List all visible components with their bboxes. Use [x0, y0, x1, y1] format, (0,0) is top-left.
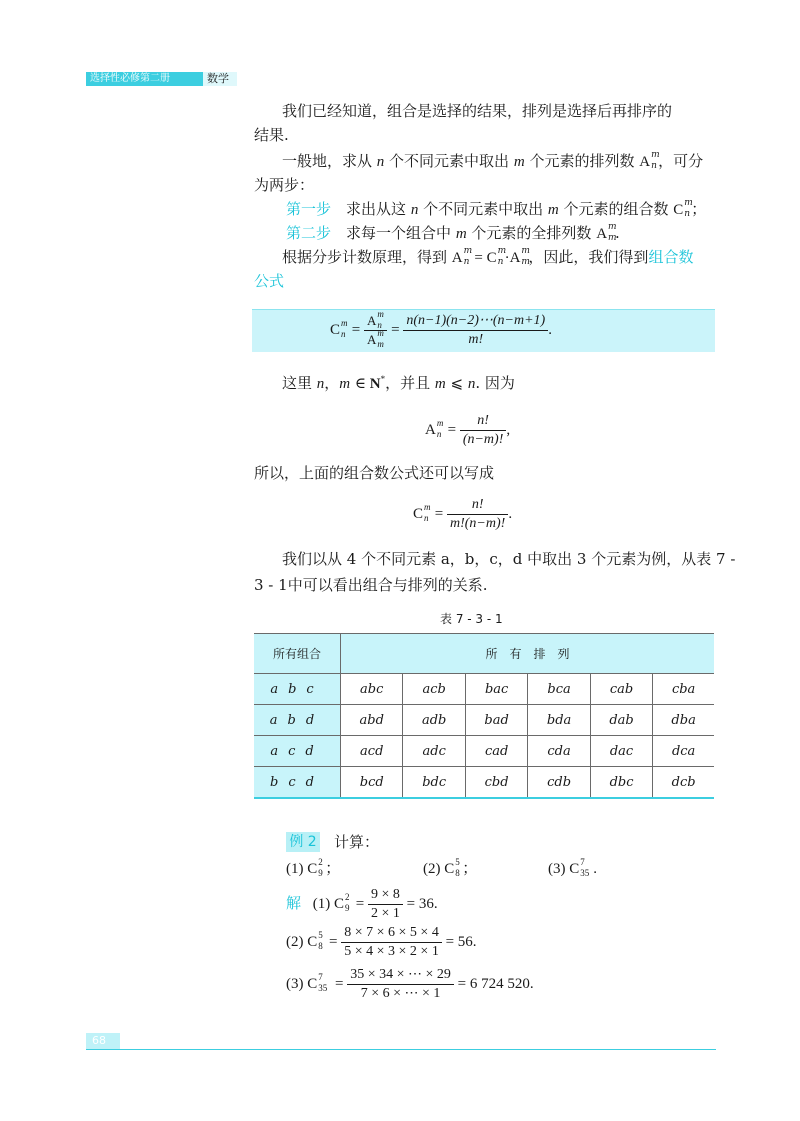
- question-1: (1) C 2 9 ；: [286, 857, 341, 878]
- solution-2: (2) C 5 8 = $\frac{8 \times 7 \times 6 \times 5 \times 4}{5 \times 4 \times 3 \times 2 \times 1}$ = 56.: [286, 925, 477, 959]
- perm-cell: dcb: [653, 767, 714, 799]
- permutation-formula: A m n = $\frac{n!}{(n-m)!}$ ,: [425, 413, 511, 447]
- perm-cell: adb: [403, 705, 465, 736]
- perm-cell: cba: [653, 674, 714, 705]
- table-row: [254, 767, 714, 799]
- table-header-row: [254, 634, 714, 674]
- perm-cell: abc: [341, 674, 403, 705]
- question-3: (3) C 7 35 .: [548, 857, 598, 878]
- para4: 这里 n，m ∈ N*，并且 m ⩽ n. 因为: [282, 374, 515, 392]
- perm-cell: acb: [403, 674, 465, 705]
- perm-cell: dab: [590, 705, 652, 736]
- formula-box-border: [252, 309, 715, 310]
- perm-cell: bca: [528, 674, 590, 705]
- perm-cell: cbd: [465, 767, 527, 799]
- step2-label: 第二步: [286, 224, 332, 242]
- combination-formula: C m n = A m n A m m = $\frac{n(n-1)(n-2)\cdots(n-m+1)}{m!}$ .: [330, 309, 552, 349]
- table-row: [254, 705, 714, 736]
- combo-cell: abd: [254, 705, 341, 736]
- header-permutations: 所 有 排 列: [341, 634, 715, 674]
- step2: 第二步 求每一个组合中 m 个元素的全排列数 A m m .: [286, 222, 620, 243]
- para3-line1: 根据分步计数原理，得到 A m n = C m n ·A m m ，因此，我们得到组合数: [282, 246, 694, 267]
- para6-line2: 3 - 1中可以看出组合与排列的关系.: [254, 576, 488, 594]
- header-subject: 数学: [203, 72, 237, 86]
- table-row: [254, 736, 714, 767]
- para2-line1: 一般地，求从 n 个不同元素中取出 m 个元素的排列数 A m n ，可分: [282, 150, 704, 171]
- combination-permutation-table: [254, 633, 714, 799]
- header-series: 选择性必修第二册: [90, 73, 170, 84]
- perm-cell: cdb: [528, 767, 590, 799]
- example-title: 计算：: [334, 833, 380, 851]
- example-badge: 例 2: [286, 832, 320, 852]
- perm-cell: bcd: [341, 767, 403, 799]
- step1: 第一步 求出从这 n 个不同元素中取出 m 个元素的组合数 C m n ；: [286, 198, 707, 219]
- para1-line2: 结果.: [254, 126, 289, 144]
- combination-formula-alt: C m n = $\frac{n!}{m!(n-m)!}$ .: [413, 497, 513, 531]
- term-combination-formula-b: 公式: [254, 272, 285, 290]
- para1-line1: 我们已经知道，组合是选择的结果，排列是选择后再排序的: [282, 102, 673, 120]
- perm-cell: bad: [465, 705, 527, 736]
- term-combination-formula-a: 组合数: [648, 248, 694, 266]
- perm-cell: bdc: [403, 767, 465, 799]
- perm-cell: cab: [590, 674, 652, 705]
- header-combinations: 所有组合: [254, 634, 341, 674]
- perm-cell: cda: [528, 736, 590, 767]
- para6-line1: 我们以从 4 个不同元素 a，b，c，d 中取出 3 个元素为例，从表 7 -: [282, 550, 736, 568]
- solution-label: 解: [286, 893, 302, 912]
- perm-cell: abd: [341, 705, 403, 736]
- combo-cell: acd: [254, 736, 341, 767]
- table-caption: 表 7 - 3 - 1: [440, 612, 503, 626]
- perm-cell: acd: [341, 736, 403, 767]
- combo-cell: bcd: [254, 767, 341, 799]
- solution-3: (3) C 7 35 = $\frac{35 \times 34 \times \cdots \times 29}{7 \times 6 \times \cdots \times 1}$ = 6 724 520.: [286, 967, 534, 1001]
- solution-1: 解 (1) C 2 9 = $\frac{9 \times 8}{2 \times 1}$ = 36.: [286, 887, 438, 921]
- perm-cell: dbc: [590, 767, 652, 799]
- table-row: [254, 674, 714, 705]
- perm-cell: dac: [590, 736, 652, 767]
- combo-cell: abc: [254, 674, 341, 705]
- perm-cell: cad: [465, 736, 527, 767]
- perm-cell: dca: [653, 736, 714, 767]
- para2-line2: 为两步：: [254, 176, 315, 194]
- para5: 所以，上面的组合数公式还可以写成: [254, 464, 495, 482]
- perm-cell: dba: [653, 705, 714, 736]
- page-number: 68: [92, 1034, 106, 1047]
- perm-cell: adc: [403, 736, 465, 767]
- perm-cell: bda: [528, 705, 590, 736]
- perm-cell: bac: [465, 674, 527, 705]
- footer-rule: [86, 1049, 716, 1050]
- step1-label: 第一步: [286, 200, 332, 218]
- question-2: (2) C 5 8 ；: [423, 857, 478, 878]
